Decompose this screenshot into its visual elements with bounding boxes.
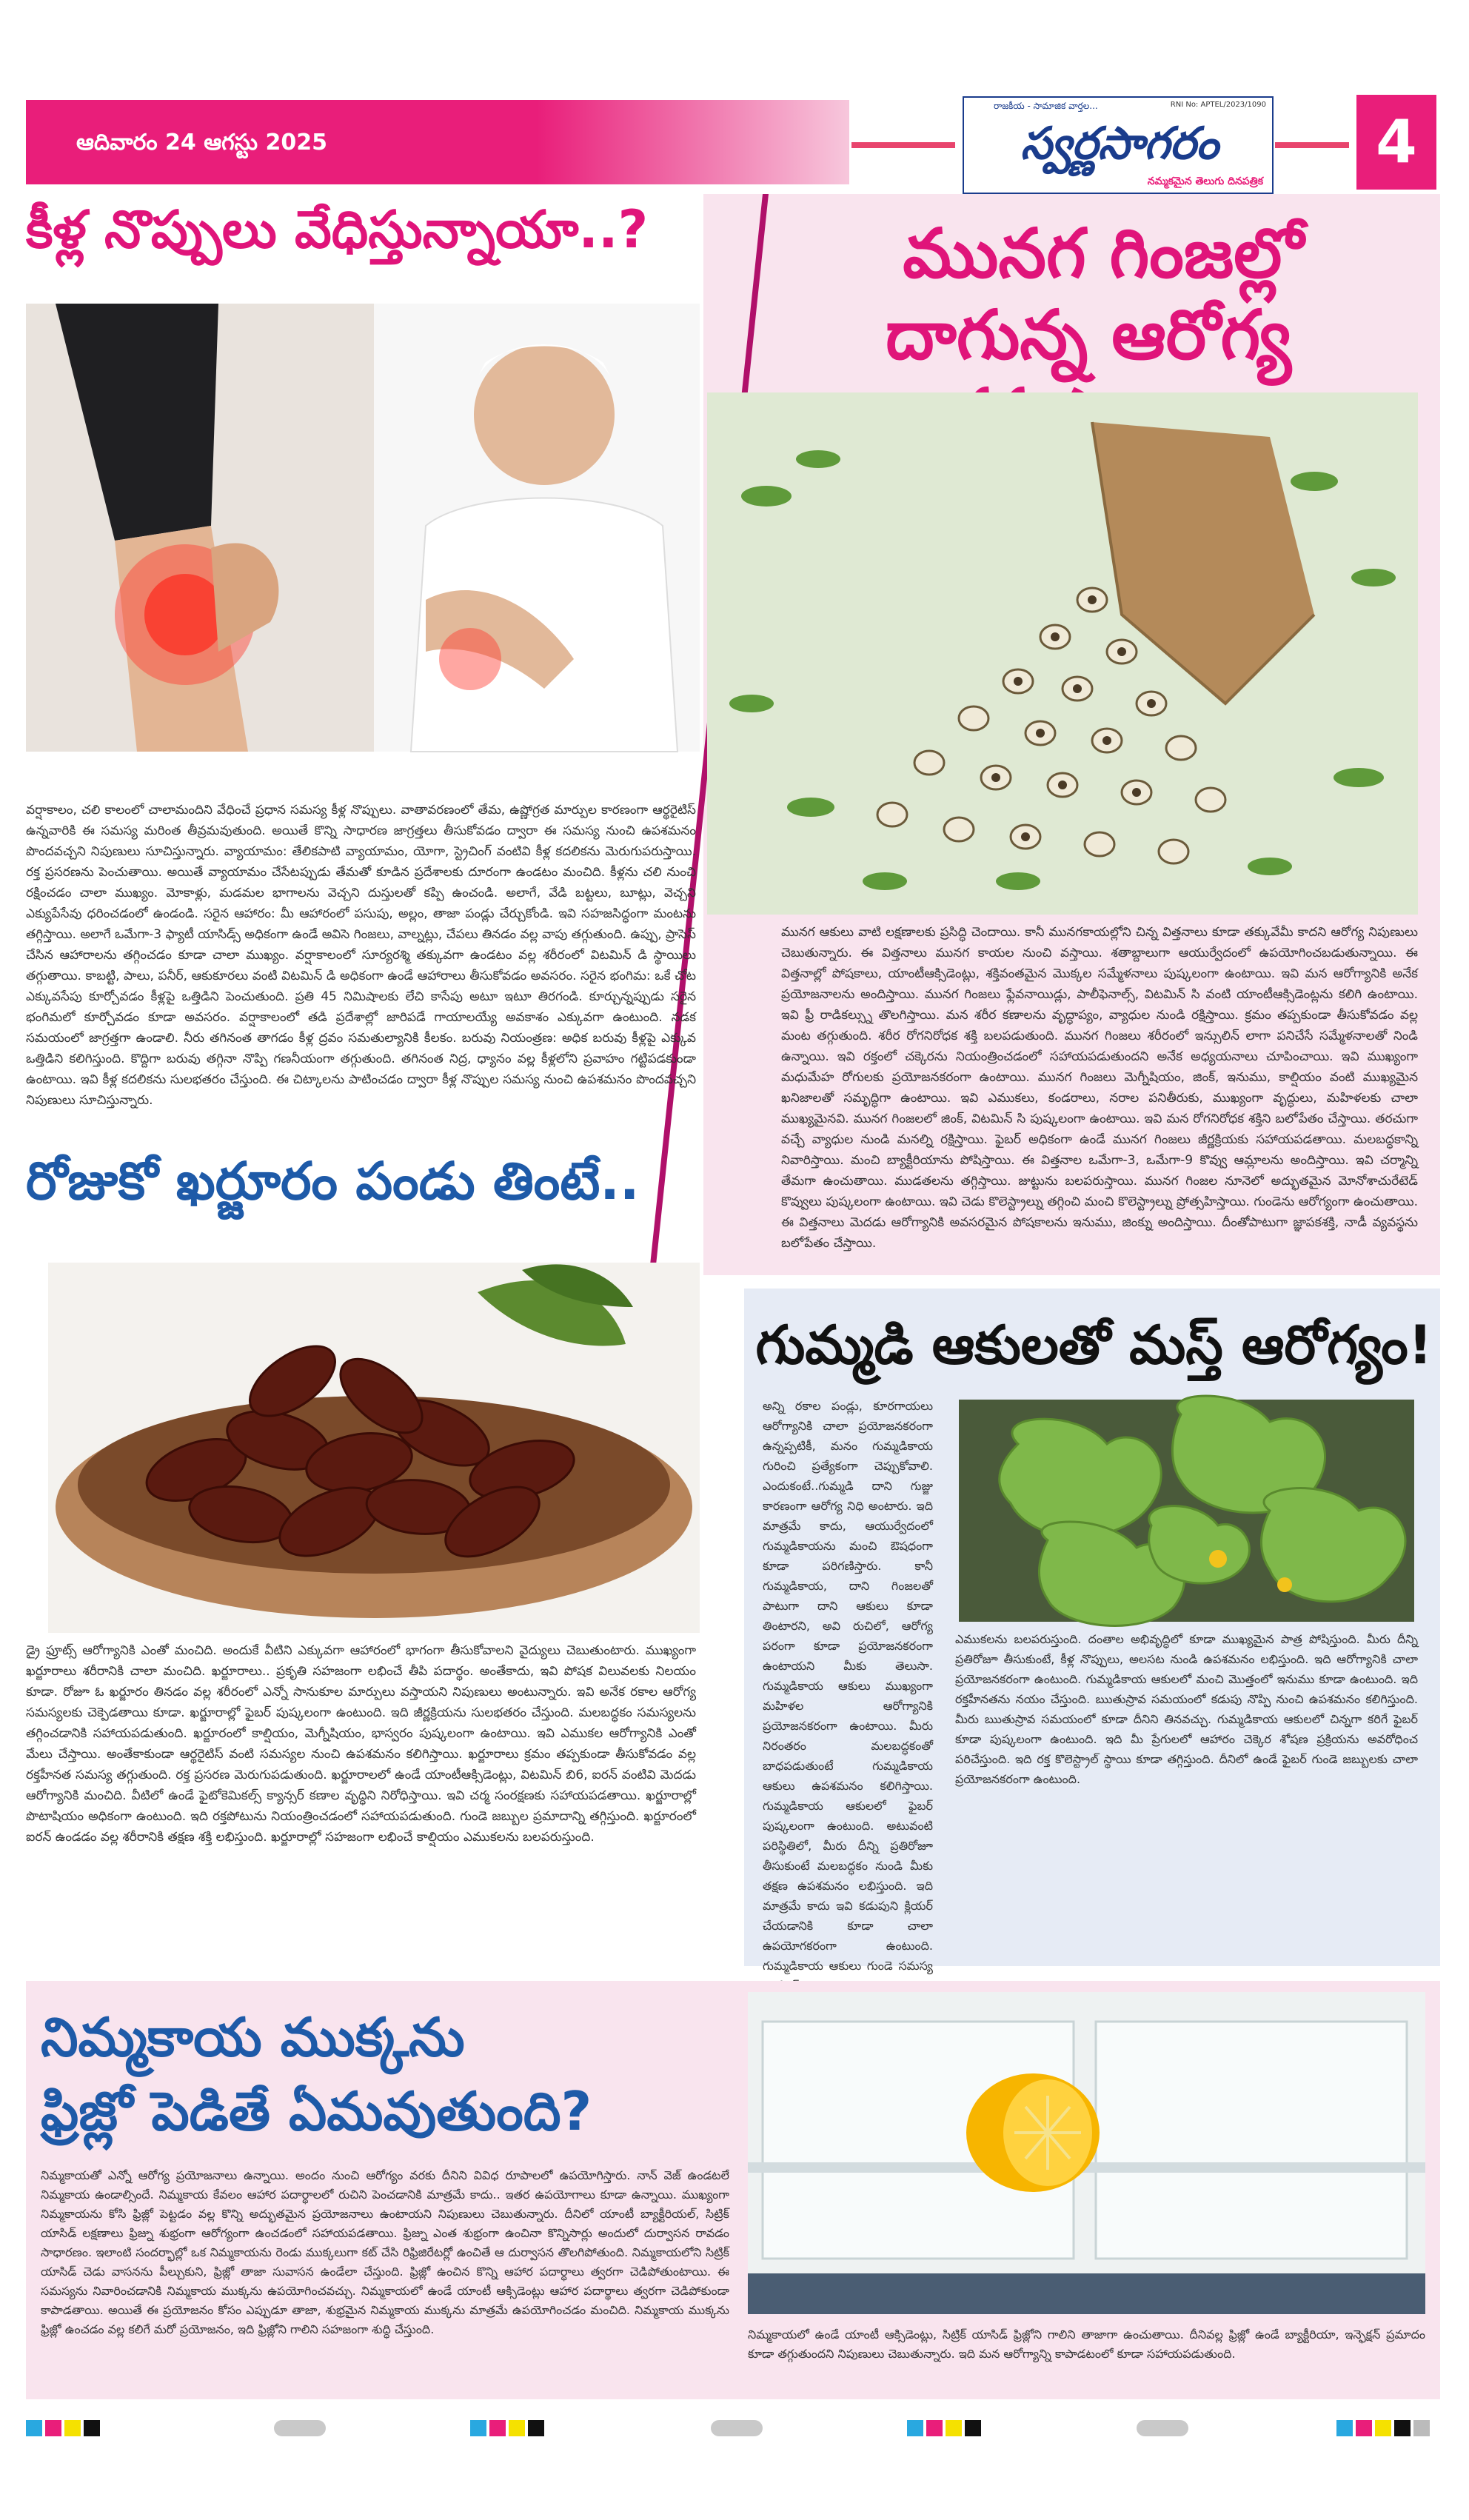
pumpkin-leaves-photo: [959, 1400, 1414, 1622]
pumpkin-body-left: అన్ని రకాల పండ్లు, కూరగాయలు ఆరోగ్యానికి చాలా ప్రయోజనకరంగా ఉన్నప్పటికీ, మనం గుమ్మడికాయ గురించి ప్రత్యేకంగా చెప్పుకోవాలి. ఎందుకంటే..గుమ్మడి దాని గుజ్జు కారణంగా ఆరోగ్య నిధి అంటారు. ఇది మాత్రమే కాదు, ఆయుర్వేదంలో గుమ్మడికాయను మంచి ఔషధంగా కూడా పరిగణిస్తారు. కానీ గుమ్మడికాయ, దాని గింజలతో పాటుగా దాని ఆకులు కూడా తింటారని, అవి రుచిలో, ఆరోగ్య పరంగా కూడా ప్రయోజనకరంగా ఉంటాయని మీకు తెలుసా. గుమ్మడికాయ ఆకులు ముఖ్యంగా మహిళల ఆరోగ్యానికి ప్రయోజనకరంగా ఉంటాయి. మీరు నిరంతరం మలబద్ధకంతో బాధపడుతుంటే గుమ్మడికాయ ఆకులు ఉపశమనం కలిగిస్తాయి. గుమ్మడికాయ ఆకులలో ఫైబర్ పుష్కలంగా ఉంటుంది. అటువంటి పరిస్థితిలో, మీరు దీన్ని ప్రతిరోజూ తీసుకుంటే మలబద్ధకం నుండి మీకు తక్షణ ఉపశమనం లభిస్తుంది. ఇది మాత్రమే కాదు ఇవి కడుపుని క్లియర్ చేయడానికి కూడా చాలా ఉపయోగకరంగా ఉంటుంది. గుమ్మడికాయ ఆకులు గుండె సమస్య: [763, 1399, 933, 1973]
header-accent-line-right: [1275, 142, 1349, 148]
swatch: [907, 2420, 923, 2436]
lemon-title-line2: ఫ్రిజ్లో పెడితే ఏమవుతుంది?: [41, 2080, 592, 2142]
page-number: 4: [1376, 107, 1417, 176]
masthead-tagline: నమ్మకమైన తెలుగు దినపత్రిక: [1147, 176, 1263, 187]
moringa-body: మునగ ఆకులు వాటి లక్షణాలకు ప్రసిద్ధి చెందాయి. కానీ మునగకాయల్లోని చిన్న విత్తనాలు కూడా తక్కువేమీ కాదని ఆరోగ్య నిపుణులు చెబుతున్నారు. ఈ విత్తనాలు మునగ కాయల నుంచి వస్తాయి. శతాబ్దాలుగా ఆయుర్వేదంలో ఉపయోగించబడుతున్నాయి. ఈ విత్తనాల్లో పోషకాలు, యాంటీఆక్సిడెంట్లు, శక్తివంతమైన మొక్కల సమ్మేళనాలు పుష్కలంగా ఉంటాయి. ఇవి మన ఆరోగ్యానికి అనేక ప్రయోజనాలను అందిస్తాయి. మునగ గింజలు ఫ్లేవనాయిడ్లు, పాలీఫెనాల్స్, విటమిన్ సి వంటి యాంటీఆక్సిడెంట్లను కలిగి ఉంటాయి. ఇవి ఫ్రీ రాడికల్స్ను తొలగిస్తాయి. మన శరీర కణాలను వృద్ధాప్యం, వ్యాధుల నుండి రక్షిస్తాయి. క్రమం తప్పకుండా తీసుకోవడం వల్ల మంట తగ్గుతుంది. శరీర రోగనిరోధక శక్తి బలపడుతుంది. మునగ గింజలు శరీరంలో ఇన్సులిన్ లాగా పనిచేసే సమ్మేళనాలతో నిండి ఉన్నాయి. ఇవి రక్తంలో చక్కెరను నియంత్రించడంలో సహాయపడుతుందని అనేక అధ్యయనాలు చూపించాయి. ఇవి ముఖ్యంగా మధుమేహ రోగులకు ప్రయోజనకరంగా ఉంటాయి. మునగ గింజలు మెగ్నీషియం, జింక్, ఇనుము, కాల్షియం వంటి ముఖ్యమైన ఖనిజాలతో సమృద్ధిగా ఉంటాయి. ఇవి ఎముకలు, కండరాలు, నరాల పనితీరుకు, ముఖ్యంగా వృద్ధులు, మహిళలకు చాలా ముఖ్యమైనవి. మునగ గింజలలో జింక్, విటమిన్ సి పుష్కలంగా ఉంటాయి. ఇవి మన రోగనిరోధక శక్తిని బలోపేతం చేస్తాయి. తరచుగా వచ్చే వ్యాధుల నుండి మనల్ని రక్షిస్తాయి. ఫైబర్ అధికంగా ఉండే మునగ గింజలు జీర్ణక్రియకు సహాయపడతాయి. మలబద్ధకాన్ని నివారిస్తాయి. మంచి బ్యాక్టీరియాను పోషిస్తాయి. ఈ విత్తనాల ఒమేగా-3, ఒమేగా-9 కొవ్వు ఆమ్లాలను అందిస్తాయి. ఇవి చర్మాన్ని తేమగా ఉంచుతాయి. ముడతలను తగ్గిస్తాయి. జుట్టును బలపరుస్తాయి. మునగ గింజల నూనెలో అద్భుతమైన మోనోశాచురేటెడ్ కొవ్వులు పుష్కలంగా ఉంటాయి. ఇవి చెడు కొలెస్ట్రాల్ను తగ్గించి మంచి కొలెస్ట్రాల్ను ప్రోత్సహిస్తాయి. గుండెను ఆరోగ్యంగా ఉంచుతాయి. ఈ విత్తనాలు మెదడు ఆరోగ్యానికి అవసరమైన పోషకాలను ఇనుము, జింక్ను అందిస్తాయి. దీంతోపాటుగా జ్ఞాపకశక్తి, నాడీ వ్యవస్థను బలోపేతం చేస్తాయి.: [781, 925, 1418, 1251]
moringa-title-line1: మునగ గింజల్లో: [903, 214, 1304, 293]
masthead-top-line: రాజకీయ - సామాజిక వార్తల...: [994, 101, 1098, 111]
masthead-title: స్వర్ణసాగరం: [1020, 118, 1219, 170]
masthead-regno: RNI No: APTEL/2023/1090: [1170, 101, 1266, 109]
header-date: ఆదివారం 24 ఆగస్టు 2025: [76, 130, 328, 156]
knee-title: కీళ్ల నొప్పులు వేధిస్తున్నాయా..?: [26, 199, 649, 260]
gray-oval: [1137, 2420, 1188, 2436]
pumpkin-body-right: ఎముకలను బలపరుస్తుంది. దంతాల అభివృద్ధిలో కూడా ముఖ్యమైన పాత్ర పోషిస్తుంది. మీరు దీన్ని ప్రతిరోజూ తీసుకుంటే, కీళ్ల నొప్పులు, అలసట నుండి ఉపశమనం లభిస్తుంది. ఇది ఆరోగ్యానికి చాలా ప్రయోజనకరంగా ఉంటుంది. గుమ్మడికాయ ఆకులలో మంచి మొత్తంలో ఇనుము కూడా ఉంటుంది. ఇది రక్తహీనతను నయం చేస్తుంది. ఋతుస్రావ సమయంలో కడుపు నొప్పి నుంచి ఉపశమనం కలిగిస్తుంది. మీరు ఋతుస్రావ సమయంలో కూడా దీనిని తినవచ్చు. గుమ్మడికాయ ఆకులలో చిన్నగా కరిగే ఫైబర్ కూడా పుష్కలంగా ఉంటుంది. ఇది మీ ప్రేగులలో ఆహారం చెక్కెర శోషణ ప్రక్రియను అవరోధించ పరిచేస్తుంది. ఇది రక్త కొలెస్ట్రాల్ స్థాయి కూడా తగ్గిస్తుంది. దీనిలో ఉండే ఫైబర్ గుండె జబ్బులకు చాలా ప్రయోజనకరంగా ఉంటుంది.: [955, 1632, 1418, 1786]
color-bar-3: [907, 2420, 981, 2436]
swatch: [1413, 2420, 1430, 2436]
color-bar-2: [470, 2420, 544, 2436]
swatch: [1394, 2420, 1411, 2436]
header-accent-line-left: [851, 142, 955, 148]
moringa-seeds-photo: [707, 392, 1418, 915]
knee-body: వర్షాకాలం, చలి కాలంలో చాలామందిని వేధించే ప్రధాన సమస్య కీళ్ల నొప్పులు. వాతావరణంలో తేమ, ఉష్ణోగ్రత మార్పుల కారణంగా ఆర్థరైటిస్ ఉన్నవారికి ఈ సమస్య మరింత తీవ్రమవుతుంది. అయితే కొన్ని సాధారణ జాగ్రత్తలు తీసుకోవడం ద్వారా ఈ సమస్య నుంచి ఉపశమనం పొందవచ్చని నిపుణులు సూచిస్తున్నారు. వ్యాయామం: తేలికపాటి వ్యాయామం, యోగా, స్ట్రెచింగ్ వంటివి కీళ్ల కదలికను మెరుగుపరుస్తాయి. రక్త ప్రసరణను పెంచుతాయి. అయితే వ్యాయామం చేసేటప్పుడు తేమతో కూడిన ప్రదేశాలకు దూరంగా ఉండటం మంచిది. కీళ్లను చలి నుంచి రక్షించడం చాలా ముఖ్యం. మోకాళ్లు, మడమల భాగాలను వెచ్చని దుస్తులతో కప్పి ఉంచండి. అలాగే, వేడి బట్టలు, బూట్లు, వెచ్చని ఎక్యుపేసేవు ధరించడంలో ఉండండి. సరైన ఆహారం: మీ ఆహారంలో పసుపు, అల్లం, తాజా పండ్లు చేర్చుకోండి. ఇవి సహజసిద్ధంగా మంటను తగ్గిస్తాయి. అలాగే ఒమేగా-3 ఫ్యాటీ యాసిడ్స్ అధికంగా ఉండే అవిసె గింజలు, వాల్నట్లు, చేపలు తినడం వల్ల వాపు తగ్గుతుంది. ఉప్పు, ప్రాసెస్ చేసిన ఆహారాలను తగ్గించడం కూడా చాలా ముఖ్యం. వర్షాకాలంలో సూర్యరశ్మి తక్కువగా ఉండటం వల్ల శరీరంలో విటమిన్ డి స్థాయిలు తగ్గుతాయి. కాబట్టి, పాలు, పనీర్, ఆకుకూరలు వంటి విటమిన్ డి అధికంగా ఉండే ఆహారాలు తీసుకోవడం అవసరం. సరైన భంగిమ: ఒకే చోట ఎక్కువసేపు కూర్చోవడం కీళ్లపై ఒత్తిడిని పెంచుతుంది. ప్రతి 45 నిమిషాలకు లేచి కాసేపు అటూ ఇటూ తిరగండి. కూర్చున్నప్పుడు సరైన భంగిమలో కూర్చోవడం కూడా అవసరం. వర్షాకాలంలో తడి ప్రదేశాల్లో జారిపడే గాయాలయ్యే అవకాశం ఎక్కువగా ఉంటుంది. నడక సమయంలో జాగ్రత్తగా ఉండాలి. నీరు తగినంత తాగడం కీళ్ల ద్రవం సమతుల్యానికి కీలకం. బరువు నియంత్రణ: అధిక బరువు కీళ్లపై ఎక్కువ ఒత్తిడిని కలిగిస్తుంది. కొద్దిగా బరువు తగ్గినా నొప్పి గణనీయంగా తగ్గుతుంది. తగినంత నిద్ర, ధ్యానం వల్ల కీళ్లలోని ప్రవాహం గట్టిపడకుండా ఉంటాయి. ఇవి కీళ్ల కదలికను సులభతరం చేస్తుంది. ఈ చిట్కాలను పాటించడం ద్వారా కీళ్ల నొప్పుల సమస్య నుంచి ఉపశమనం పొందవచ్చని నిపుణులు సూచిస్తున్నారు.: [26, 803, 696, 1108]
swatch: [45, 2420, 61, 2436]
moringa-title-line2: దాగున్న ఆరోగ్య: [886, 295, 1291, 375]
knee-pain-photo: [26, 304, 700, 752]
swatch: [509, 2420, 525, 2436]
swatch: [84, 2420, 100, 2436]
swatch: [528, 2420, 544, 2436]
swatch: [26, 2420, 42, 2436]
print-marks: [26, 2420, 1440, 2439]
swatch: [1375, 2420, 1391, 2436]
swatch: [1336, 2420, 1353, 2436]
pumpkin-title: గుమ్మడి ఆకులతో మస్త్ ఆరోగ్యం!: [755, 1314, 1433, 1376]
swatch: [489, 2420, 506, 2436]
gray-oval: [274, 2420, 326, 2436]
gray-oval: [711, 2420, 763, 2436]
swatch: [965, 2420, 981, 2436]
lemon-fridge-photo: [748, 1992, 1425, 2314]
dates-bowl-photo: [48, 1263, 700, 1633]
swatch: [926, 2420, 943, 2436]
swatch: [946, 2420, 962, 2436]
lemon-body-right: నిమ్మకాయలో ఉండే యాంటీ ఆక్సిడెంట్లు, సిట్రిక్ యాసిడ్ ఫ్రిజ్లోని గాలిని తాజాగా ఉంచుతాయి. దీనివల్ల ఫ్రిజ్లో ఉండే బ్యాక్టీరియా, ఇన్ఫెక్షన్ ప్రమాదం కూడా తగ్గుతుందని నిపుణులు చెబుతున్నారు. ఇది మన ఆరోగ్యాన్ని కాపాడటంలో కూడా సహాయపడుతుంది.: [748, 2327, 1425, 2361]
color-bar-4: [1336, 2420, 1430, 2436]
swatch: [64, 2420, 81, 2436]
color-bar-1: [26, 2420, 100, 2436]
swatch: [1356, 2420, 1372, 2436]
swatch: [470, 2420, 486, 2436]
lemon-body: నిమ్మకాయతో ఎన్నో ఆరోగ్య ప్రయోజనాలు ఉన్నాయి. అందం నుంచి ఆరోగ్యం వరకు దీనిని వివిధ రూపాలలో ఉపయోగిస్తారు. నాన్ వెజ్ ఉండటలే నిమ్మకాయ ఉండాల్సిందే. నిమ్మకాయ కేవలం ఆహార పదార్థాలలో రుచిని పెంచడానికి మాత్రమే కాదు.. ఇతర ఉపయోగాలు కూడా ఉన్నాయి. ముఖ్యంగా నిమ్మకాయను కోసి ఫ్రిజ్లో పెట్టడం వల్ల కొన్ని అద్భుతమైన ప్రయోజనాలు ఉంటాయని నిపుణులు చెబుతున్నారు. దీనిలో యాంటీ బ్యాక్టీరియల్, సిట్రిక్ యాసిడ్ లక్షణాలు ఫ్రిజ్ను శుభ్రంగా ఆరోగ్యంగా ఉంచడంలో సహాయపడతాయి. ఫ్రిజ్ను ఎంత శుభ్రంగా ఉంచినా కొన్నిసార్లు అందులో దుర్వాసన రావడం సాధారణం. ఇలాంటి సందర్భాల్లో ఒక నిమ్మకాయను రెండు ముక్కలుగా కట్ చేసి రిఫ్రిజిరేటర్లో ఉంచితే ఆ దుర్వాసన తొలగిపోతుంది. నిమ్మకాయలోని సిట్రిక్ యాసిడ్ చెడు వాసనను పీల్చుకుని, ఫ్రిజ్లో తాజా సువాసన ఉండేలా చేస్తుంది. ఫ్రిజ్లో ఉంచిన కొన్ని ఆహార పదార్థాలు త్వరగా చెడిపోతుంటాయి. ఈ సమస్యను నివారించడానికి నిమ్మకాయ ముక్కను ఉపయోగించవచ్చు. నిమ్మకాయలో ఉండే యాంటీ ఆక్సిడెంట్లు ఆహార పదార్థాలు త్వరగా చెడిపోకుండా కాపాడతాయి. అయితే ఈ ప్రయోజనం కోసం ఎప్పుడూ తాజా, శుభ్రమైన నిమ్మకాయ ముక్కను మాత్రమే ఉపయోగించడం మంచిది. నిమ్మకాయ ముక్కను ఫ్రిజ్లో ఉంచడం వల్ల కలిగే మరో ప్రయోజనం, ఇది ఫ్రిజ్లోని గాలిని సహజంగా శుద్ధి చేస్తుంది.: [41, 2168, 729, 2336]
dates-title: రోజుకో ఖర్జూరం పండు తింటే..: [26, 1151, 640, 1211]
masthead: [963, 96, 1274, 194]
header-date-bar: [26, 100, 849, 184]
page-number-box: [1356, 95, 1436, 190]
lemon-title-line1: నిమ్మకాయ ముక్కను: [41, 2006, 465, 2068]
dates-body: డ్రై ఫ్రూట్స్ ఆరోగ్యానికి ఎంతో మంచిది. అందుకే వీటిని ఎక్కువగా ఆహారంలో భాగంగా తీసుకోవాలని వైద్యులు చెబుతుంటారు. ముఖ్యంగా ఖర్జూరాలు శరీరానికి చాలా మంచిది. ఖర్జూరాలు.. ప్రకృతి సహజంగా లభించే తీపి పదార్థం. అంతేకాదు, ఇవి పోషక విలువలకు నిలయం కూడా. రోజూ ఓ ఖర్జూరం తినడం వల్ల శరీరంలో ఎన్నో సానుకూల మార్పులు వస్తాయని నిపుణులు అంటున్నారు. ఇవి అనేక రకాల ఆరోగ్య సమస్యలకు చెక్పెడతాయి కూడా. ఖర్జూరాల్లో ఫైబర్ పుష్కలంగా ఉంటుంది. ఇది జీర్ణక్రియను సులభతరం చేస్తుంది. మలబద్ధకం సమస్యలను తగ్గించడానికి సహాయపడుతుంది. ఖర్జూరంలో కాల్షియం, మెగ్నీషియం, భాస్వరం పుష్కలంగా ఉంటాయి. ఇవి ఎముకల ఆరోగ్యానికి ఎంతో మేలు చేస్తాయి. అంతేకాకుండా ఆర్థరైటిస్ వంటి సమస్యల నుంచి ఉపశమనం కలిగిస్తాయి. ఖర్జూరాలు క్రమం తప్పకుండా తీసుకోవడం వల్ల రక్తహీనత సమస్య తగ్గుతుంది. రక్త ప్రసరణ మెరుగుపడుతుంది. ఖర్జూరాలలో ఉండే యాంటీఆక్సిడెంట్లు, విటమిన్ బి6, ఐరన్ వంటివి మెదడు ఆరోగ్యానికి మంచిది. వీటిలో ఉండే ఫైటోకెమికల్స్ క్యాన్సర్ కణాల వృద్ధిని నిరోధిస్తాయి. ఇవి చర్మ సంరక్షణకు సహాయపడతాయి. ఖర్జూరాల్లో పొటాషియం అధికంగా ఉంటుంది. ఇది రక్తపోటును నియంత్రించడంలో సహాయపడుతుంది. గుండె జబ్బుల ప్రమాదాన్ని తగ్గిస్తుంది. ఖర్జూరంలో ఐరన్ ఉండడం వల్ల శరీరానికి తక్షణ శక్తి లభిస్తుంది. ఖర్జూరాల్లో సహజంగా లభించే కాల్షియం ఎముకలను బలపరుస్తుంది.: [26, 1643, 696, 1845]
